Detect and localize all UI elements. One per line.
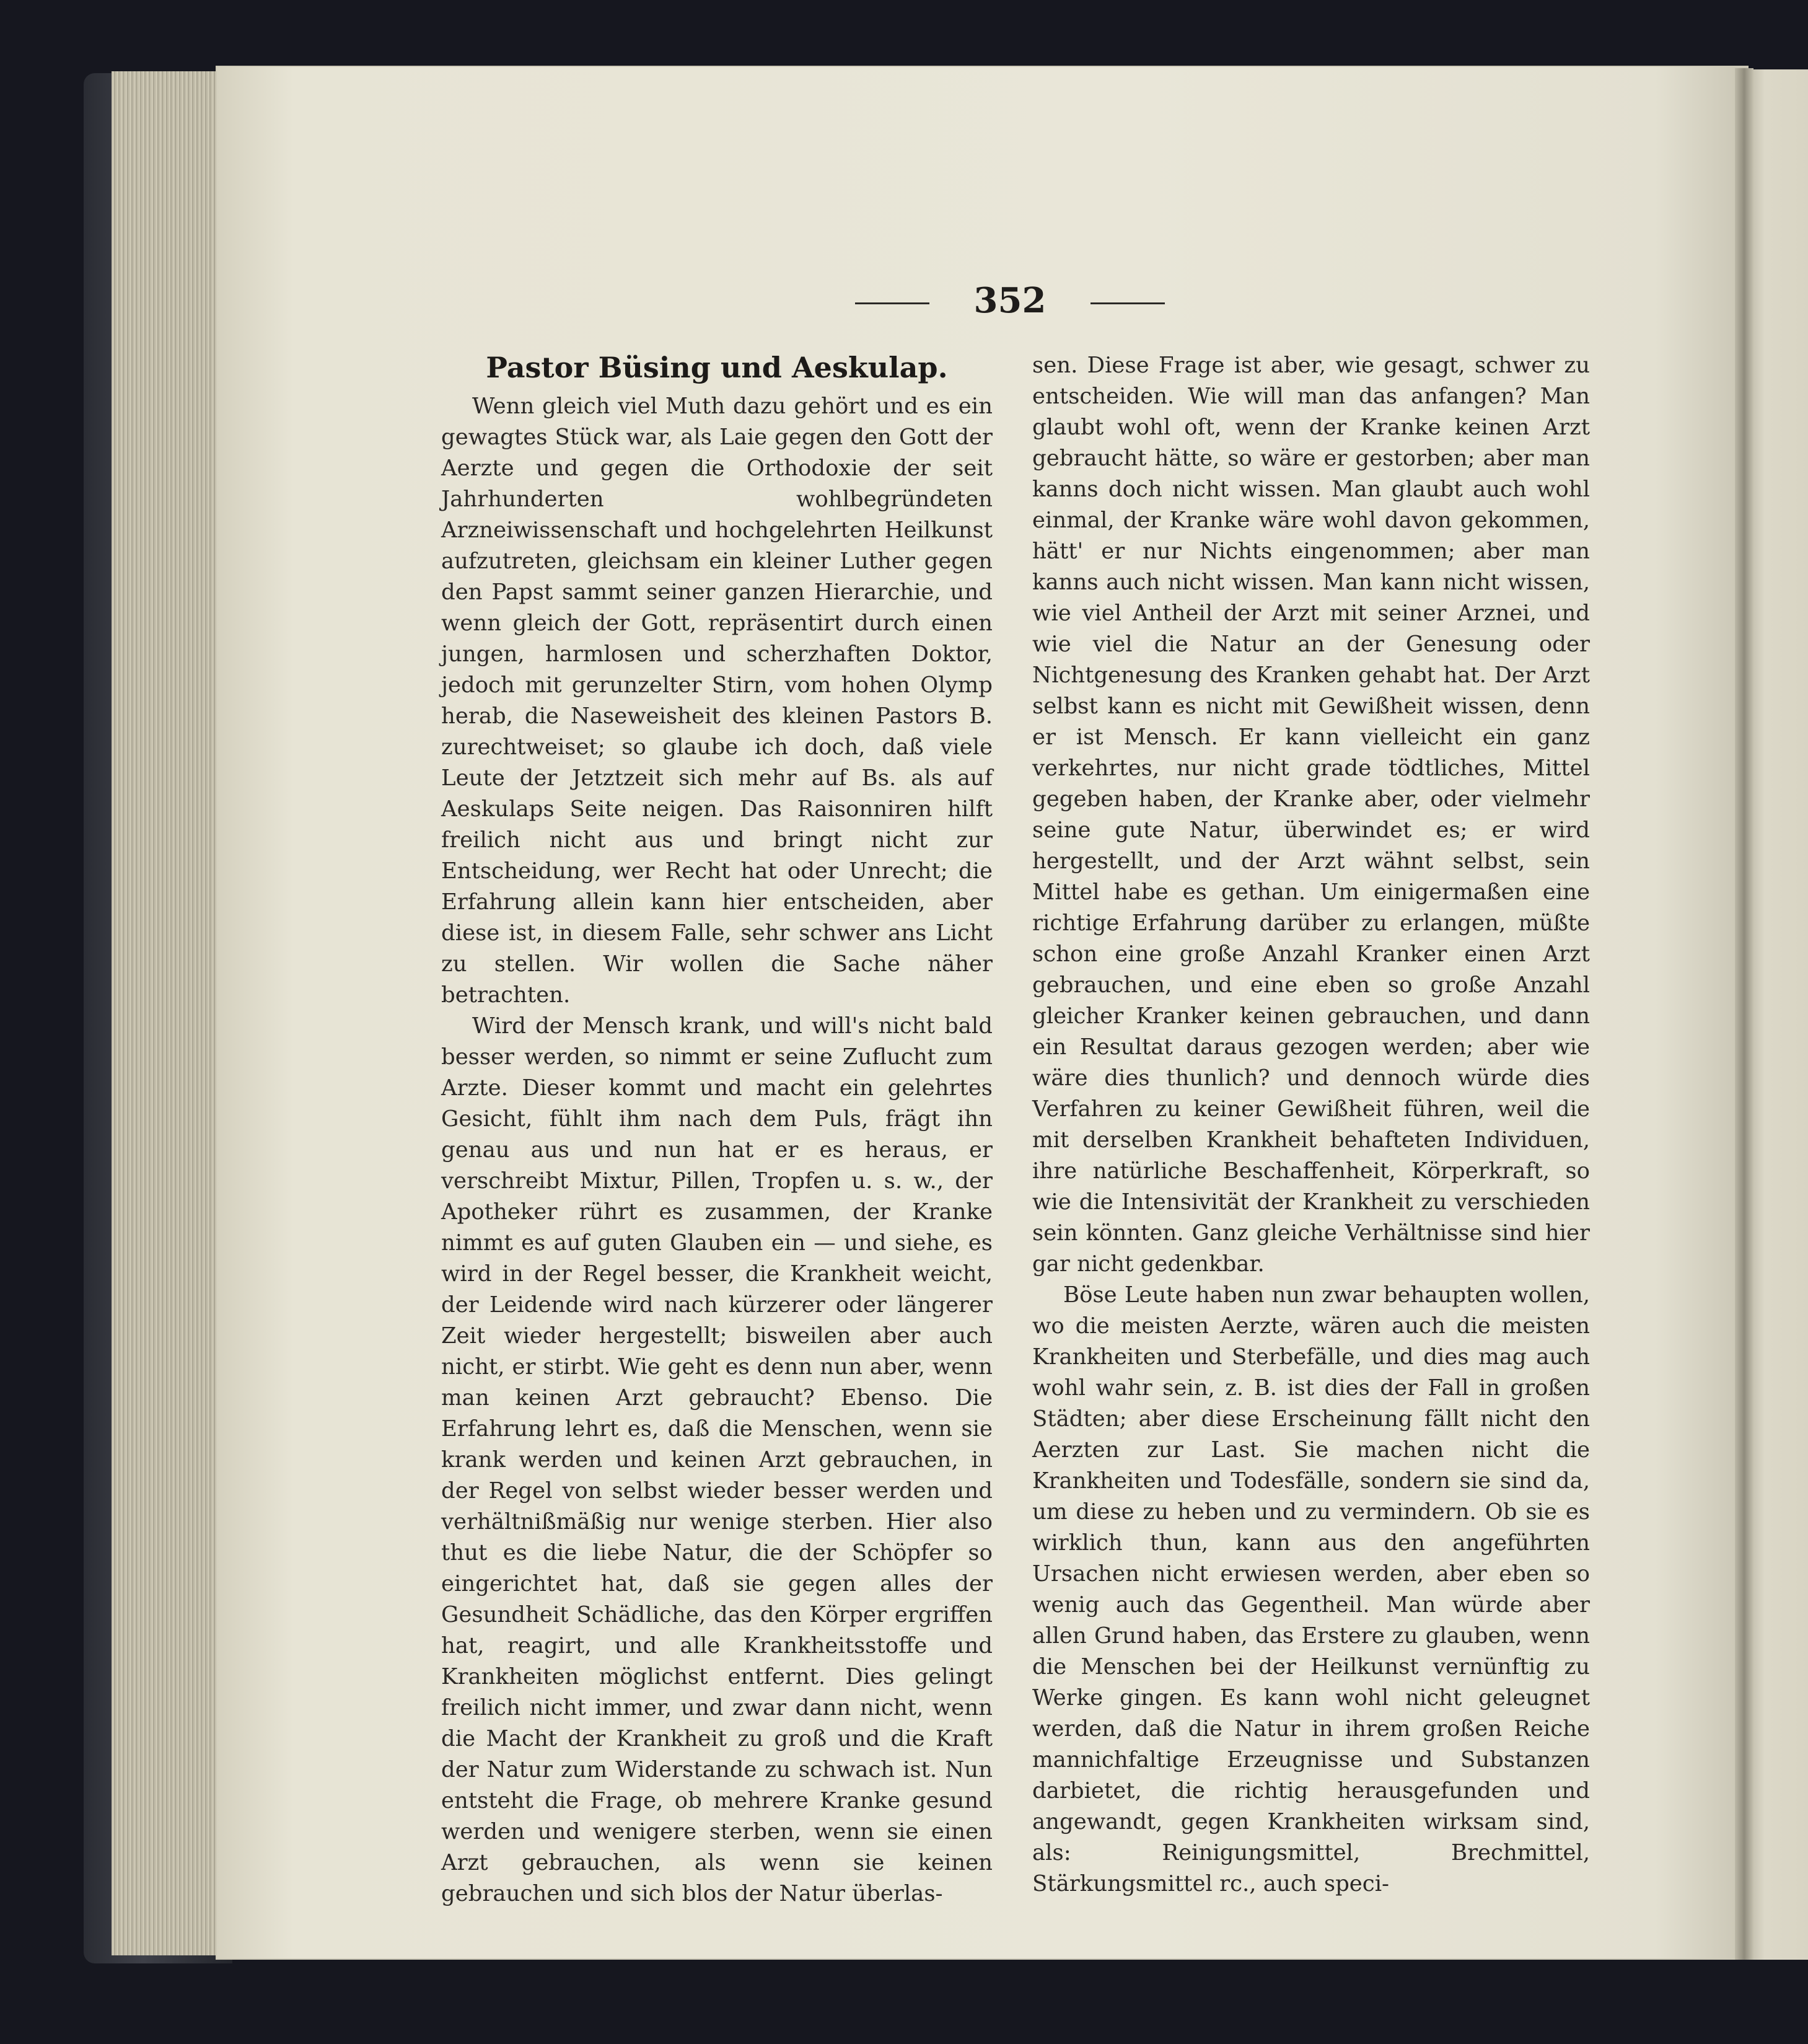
header-rule-right bbox=[1091, 302, 1165, 304]
facing-page-edge bbox=[1744, 69, 1808, 1960]
paragraph: Wenn gleich viel Muth dazu gehört und es ein gewagtes Stück war, als Laie gegen den Gott der Aerzte und gegen die Orthodoxie der seit Jahrhunderten wohlbegründeten Arzneiwissenschaft und hochgelehrten Heilkunst aufzutreten, gleichsam ein kleiner Luther gegen den Papst sammt seiner ganzen Hierarchie, und wenn gleich der Gott, repräsentirt durch einen jungen, harmlosen und scherzhaften Doktor, jedoch mit gerunzelter Stirn, vom hohen Olymp herab, die Naseweisheit des kleinen Pastors B. zurechtweiset; so glaube ich doch, daß viele Leute der Jetztzeit sich mehr auf Bs. als auf Aeskulaps Seite neigen. Das Raisonniren hilft freilich nicht aus und bringt nicht zur Entscheidung, wer Recht hat oder Unrecht; die Erfahrung allein kann hier entscheiden, aber diese ist, in diesem Falle, sehr schwer ans Licht zu stellen. Wir wollen die Sache näher betrachten. bbox=[441, 394, 993, 1008]
paragraph: Böse Leute haben nun zwar behaupten wollen, wo die meisten Aerzte, wären auch die meisten Krankheiten und Sterbefälle, und dies mag auch wohl wahr sein, z. B. ist dies der Fall in großen Städten; aber diese Erscheinung fällt nicht den Aerzten zur Last. Sie machen nicht die Krankheiten und Todesfälle, sondern sie sind da, um diese zu heben und zu vermindern. Ob sie es wirklich thun, kann aus den angeführten Ursachen nicht erwiesen werden, aber eben so wenig auch das Gegentheil. Man würde aber allen Grund haben, das Erstere zu glauben, wenn die Menschen bei der Heilkunst vernünftig zu Werke gingen. Es kann wohl nicht geleugnet werden, daß die Natur in ihrem großen Reiche mannichfaltige Erzeugnisse und Substanzen darbietet, die richtig herausgefunden und angewandt, gegen Krankheiten wirksam sind, als: Reinigungsmittel, Brechmittel, Stärkungsmittel rc., auch speci- bbox=[1032, 1282, 1590, 1896]
page-edges bbox=[112, 71, 223, 1955]
article-title: Pastor Büsing und Aeskulap. bbox=[486, 351, 948, 384]
header-rule-left bbox=[855, 302, 929, 304]
left-column bbox=[441, 350, 993, 1910]
page-number: 352 bbox=[973, 280, 1047, 321]
page-header bbox=[849, 280, 1183, 324]
paragraph: Wird der Mensch krank, und will's nicht bald besser werden, so nimmt er seine Zuflucht zum Arzte. Dieser kommt und macht ein gelehrtes Gesicht, fühlt ihm nach dem Puls, frägt ihn genau aus und nun hat er es heraus, er verschreibt Mixtur, Pillen, Tropfen u. s. w., der Apotheker rührt es zusammen, der Kranke nimmt es auf guten Glauben ein — und siehe, es wird in der Regel besser, die Krankheit weicht, der Leidende wird nach kürzerer oder längerer Zeit wieder hergestellt; bisweilen aber auch nicht, er stirbt. Wie geht es denn nun aber, wenn man keinen Arzt gebraucht? Ebenso. Die Erfahrung lehrt es, daß die Menschen, wenn sie krank werden und keinen Arzt gebrauchen, in der Regel von selbst wieder besser werden und verhältnißmäßig nur wenige sterben. Hier also thut es die liebe Natur, die der Schöpfer so eingerichtet hat, daß sie gegen alles der Gesundheit Schädliche, das den Körper ergriffen hat, reagirt, und alle Krankheitsstoffe und Krankheiten möglichst entfernt. Dies gelingt freilich nicht immer, und zwar dann nicht, wenn die Macht der Krankheit zu groß und die Kraft der Natur zum Widerstande zu schwach ist. Nun entsteht die Frage, ob mehrere Kranke gesund werden und wenigere sterben, wenn sie einen Arzt gebrauchen, als wenn sie keinen gebrauchen und sich blos der Natur überlas- bbox=[441, 1013, 993, 1906]
page-gutter bbox=[1735, 68, 1753, 1960]
paragraph: sen. Diese Frage ist aber, wie gesagt, schwer zu entscheiden. Wie will man das anfangen? Man glaubt wohl oft, wenn der Kranke keinen Arzt gebraucht hätte, so wäre er gestorben; aber man kanns doch nicht wissen. Man glaubt auch wohl einmal, der Kranke wäre wohl davon gekommen, hätt' er nur Nichts eingenommen; aber man kanns auch nicht wissen. Man kann nicht wissen, wie viel Antheil der Arzt mit seiner Arznei, und wie viel die Natur an der Genesung oder Nichtgenesung des Kranken gehabt hat. Der Arzt selbst kann es nicht mit Gewißheit wissen, denn er ist Mensch. Er kann vielleicht ein ganz verkehrtes, nur nicht grade tödtliches, Mittel gegeben haben, der Kranke aber, oder vielmehr seine gute Natur, überwindet es; er wird hergestellt, und der Arzt wähnt selbst, sein Mittel habe es gethan. Um einigermaßen eine richtige Erfahrung darüber zu erlangen, müßte schon eine große Anzahl Kranker einen Arzt gebrauchen, und eine eben so große Anzahl gleicher Kranker keinen gebrauchen, und dann ein Resultat daraus gezogen werden; aber wie wäre dies thunlich? und dennoch würde dies Verfahren zu keiner Gewißheit führen, weil die mit derselben Krankheit behafteten Individuen, ihre natürliche Beschaffenheit, Körperkraft, so wie die Intensivität der Krankheit zu verschieden sein könnten. Ganz gleiche Verhältnisse sind hier gar nicht gedenkbar. bbox=[1032, 353, 1590, 1277]
right-column bbox=[1032, 350, 1590, 1900]
